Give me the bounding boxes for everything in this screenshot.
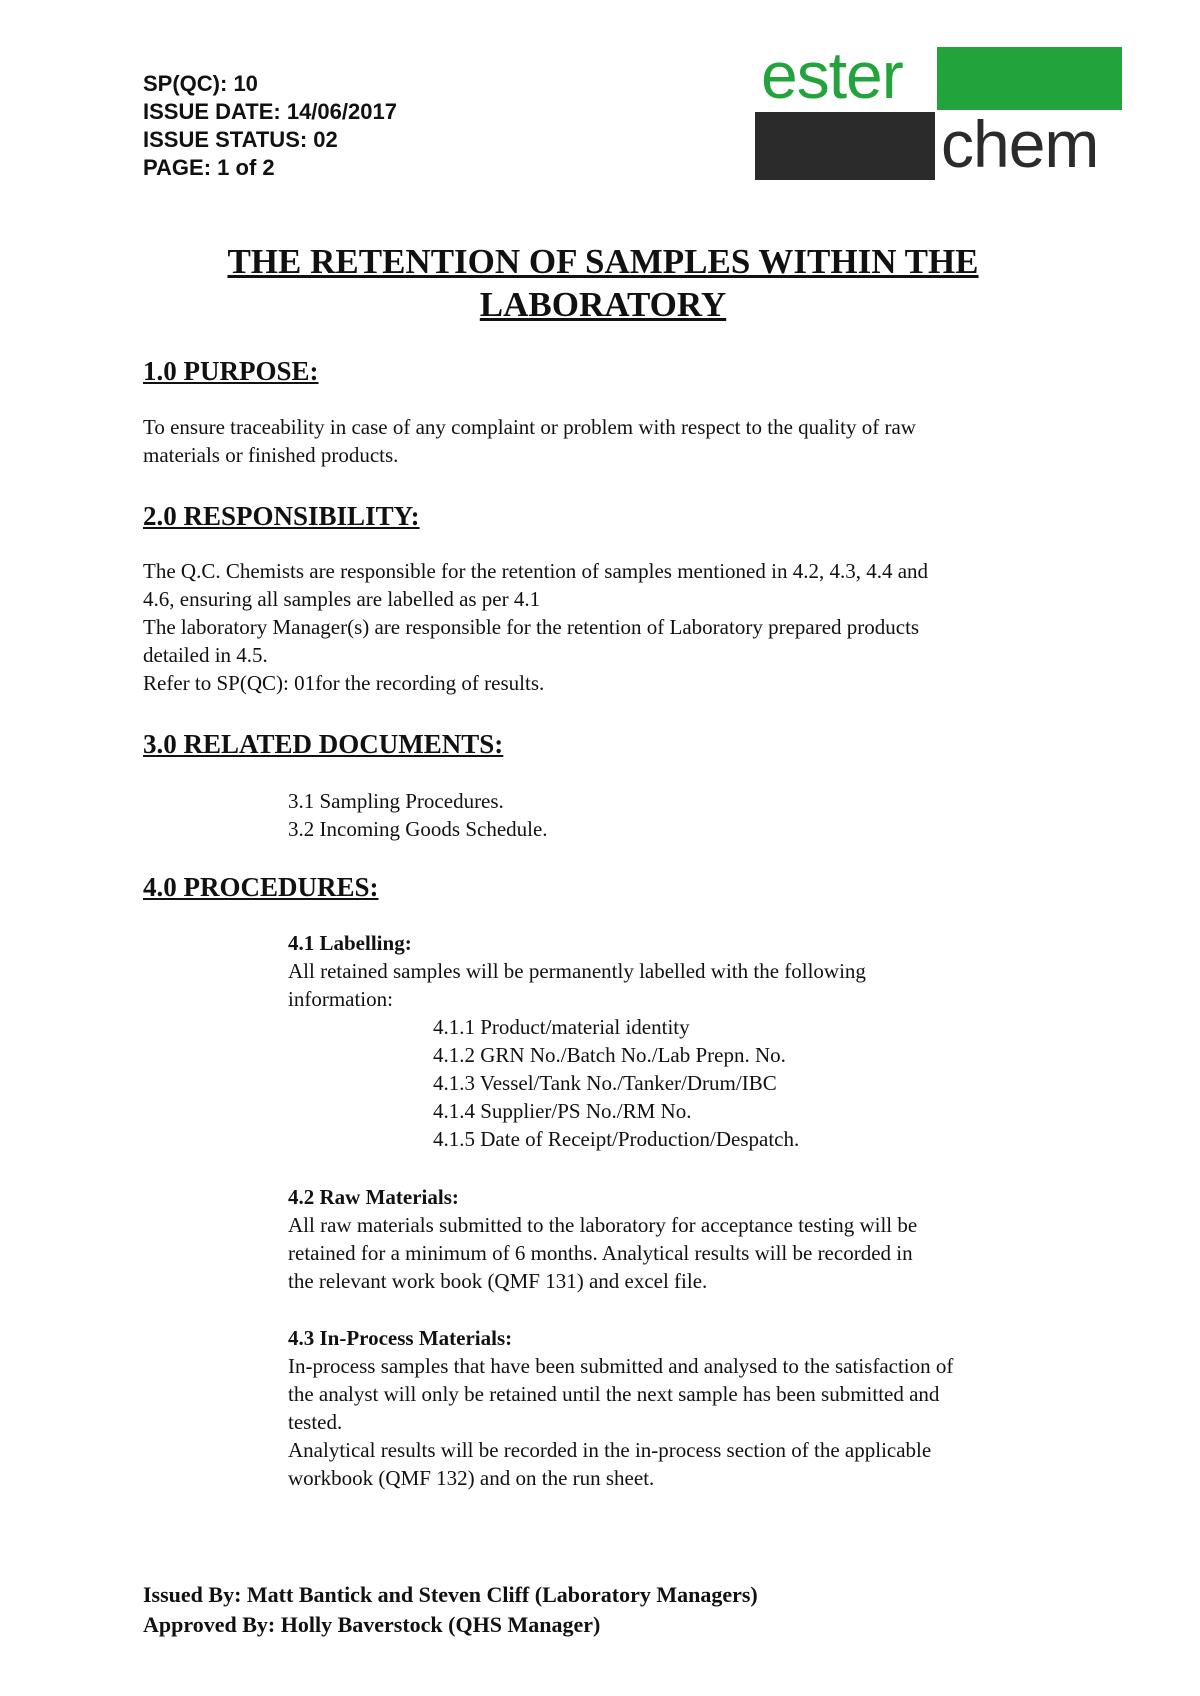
related-document-item: 3.2 Incoming Goods Schedule.	[288, 817, 548, 841]
labelling-section	[288, 929, 866, 1013]
raw-materials-section	[288, 1183, 917, 1295]
responsibility-line: The Q.C. Chemists are responsible for the retention of samples mentioned in 4.2, 4.3, 4.4 and	[143, 559, 929, 583]
labelling-line: All retained samples will be permanently labelled with the following	[288, 959, 866, 983]
labelling-item: 4.1.1 Product/material identity	[433, 1015, 690, 1039]
logo-word-chem: chem	[941, 107, 1099, 181]
in-process-line: In-process samples that have been submitted and analysed to the satisfaction of	[288, 1354, 954, 1378]
purpose-line: To ensure traceability in case of any complaint or problem with respect to the quality of raw	[143, 415, 916, 439]
responsibility-line: detailed in 4.5.	[143, 643, 268, 667]
labelling-heading: 4.1 Labelling:	[288, 931, 412, 955]
responsibility-line: Refer to SP(QC): 01for the recording of results.	[143, 671, 545, 695]
labelling-items	[433, 1013, 799, 1153]
logo-green-block	[937, 47, 1122, 110]
issued-by: Issued By: Matt Bantick and Steven Cliff (Laboratory Managers)	[143, 1582, 758, 1607]
title-line-1: THE RETENTION OF SAMPLES WITHIN THE	[227, 242, 979, 281]
raw-materials-heading: 4.2 Raw Materials:	[288, 1185, 459, 1209]
labelling-line: information:	[288, 987, 393, 1011]
labelling-item: 4.1.3 Vessel/Tank No./Tanker/Drum/IBC	[433, 1071, 777, 1095]
in-process-line: workbook (QMF 132) and on the run sheet.	[288, 1466, 655, 1490]
purpose-heading: 1.0 PURPOSE:	[143, 356, 319, 386]
related-documents-list	[288, 787, 548, 843]
document-footer	[143, 1580, 758, 1640]
related-documents-heading: 3.0 RELATED DOCUMENTS:	[143, 729, 504, 759]
raw-materials-line: the relevant work book (QMF 131) and excel file.	[288, 1269, 708, 1293]
approved-by: Approved By: Holly Baverstock (QHS Manager)	[143, 1612, 601, 1637]
responsibility-line: The laboratory Manager(s) are responsible for the retention of Laboratory prepared products	[143, 615, 920, 639]
in-process-line: Analytical results will be recorded in the in-process section of the applicable	[288, 1438, 932, 1462]
raw-materials-line: retained for a minimum of 6 months. Analytical results will be recorded in	[288, 1241, 913, 1265]
document-header	[143, 70, 397, 182]
document-title	[143, 240, 1063, 326]
in-process-heading: 4.3 In-Process Materials:	[288, 1326, 513, 1350]
responsibility-line: 4.6, ensuring all samples are labelled as per 4.1	[143, 587, 541, 611]
purpose-line: materials or finished products.	[143, 443, 399, 467]
page-number: PAGE: 1 of 2	[143, 155, 275, 180]
issue-status: ISSUE STATUS: 02	[143, 127, 338, 152]
title-line-2: LABORATORY	[479, 285, 727, 324]
in-process-line: tested.	[288, 1410, 343, 1434]
logo-word-ester: ester	[761, 38, 903, 112]
labelling-item: 4.1.4 Supplier/PS No./RM No.	[433, 1099, 692, 1123]
labelling-item: 4.1.2 GRN No./Batch No./Lab Prepn. No.	[433, 1043, 786, 1067]
in-process-line: the analyst will only be retained until the next sample has been submitted and	[288, 1382, 940, 1406]
procedures-heading: 4.0 PROCEDURES:	[143, 872, 379, 902]
labelling-item: 4.1.5 Date of Receipt/Production/Despatch.	[433, 1127, 800, 1151]
responsibility-heading: 2.0 RESPONSIBILITY:	[143, 501, 420, 531]
raw-materials-line: All raw materials submitted to the laboratory for acceptance testing will be	[288, 1213, 918, 1237]
purpose-text	[143, 413, 916, 469]
issue-date: ISSUE DATE: 14/06/2017	[143, 99, 397, 124]
in-process-section	[288, 1324, 953, 1492]
sp-number: SP(QC): 10	[143, 71, 258, 96]
related-document-item: 3.1 Sampling Procedures.	[288, 789, 504, 813]
responsibility-text	[143, 557, 928, 697]
esterchem-logo	[755, 38, 1122, 181]
logo-dark-block	[755, 112, 935, 180]
